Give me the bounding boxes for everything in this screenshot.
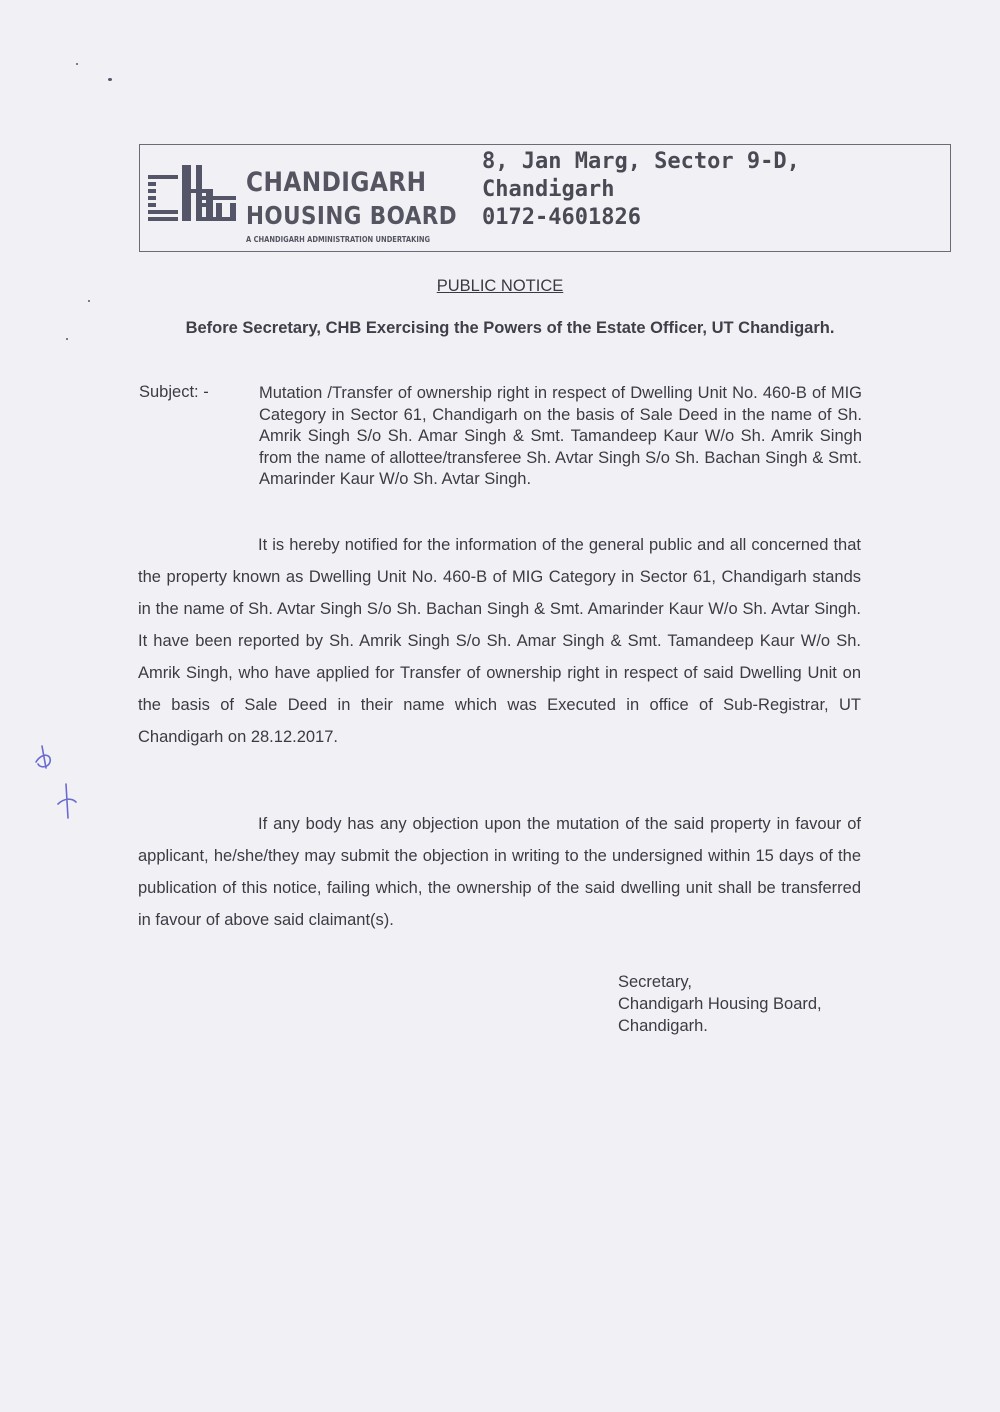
notice-paragraph: It is hereby notified for the information of the general public and all concerned that the property known as Dwelling Unit No. 460-B of MIG Category in Sector 61, Chandigarh stands in the name of Sh. Avtar Singh S/o Sh. Bachan Singh & Smt. Amarinder Kaur W/o Sh. Avtar Singh. It have been reported by Sh. Amrik Singh S/o Sh. Amar Singh & Smt. Tamandeep Kaur W/o Sh. Amrik Singh, who have applied for Transfer of ownership right in respect of said Dwelling Unit on the basis of Sale Deed in their name which was Executed in office of Sub-Registrar, UT Chandigarh on 28.12.2017. [138,536,861,746]
handwritten-pen-mark [28,738,88,828]
org-name-line2: HOUSING BOARD [246,201,458,230]
signatory-city: Chandigarh. [618,1017,708,1035]
signatory-org: Chandigarh Housing Board, [618,995,822,1013]
subject-label: Subject: - [139,383,209,401]
address-city: Chandigarh [482,177,615,202]
objection-paragraph: If any body has any objection upon the mutation of the said property in favour of applicant, he/she/they may submit the objection in writing to the undersigned within 15 days of the publication of this notice, failing which, the ownership of the said dwelling unit shall be transferred in favour of above said claimant(s). [138,815,861,929]
notice-title: PUBLIC NOTICE [436,277,564,295]
org-name: CHANDIGARH [246,167,427,198]
org-tagline: A CHANDIGARH ADMINISTRATION UNDERTAKING [246,235,431,244]
phone-number: 0172-4601826 [482,205,641,230]
signatory-title: Secretary, [618,973,692,991]
scan-speck [76,63,78,65]
scan-speck [66,338,68,340]
subject-text: Mutation /Transfer of ownership right in respect of Dwelling Unit No. 460-B of MIG Category in Sector 61, Chandigarh on the basis of Sale Deed in the name of Sh. Amrik Singh S/o Sh. Amar Singh & Smt. Tamandeep Kaur W/o Sh. Amrik Singh from the name of allottee/transferee Sh. Avtar Singh S/o Sh. Bachan Singh & Smt. Amarinder Kaur W/o Sh. Avtar Singh. [259,384,862,488]
authority-heading: Before Secretary, CHB Exercising the Powers of the Estate Officer, UT Chandigarh. [185,319,835,337]
scan-speck [108,78,112,81]
chb-logo-icon [148,165,238,229]
letterhead [139,144,951,252]
address-line: 8, Jan Marg, Sector 9-D, [482,149,800,174]
scan-speck [88,300,90,302]
